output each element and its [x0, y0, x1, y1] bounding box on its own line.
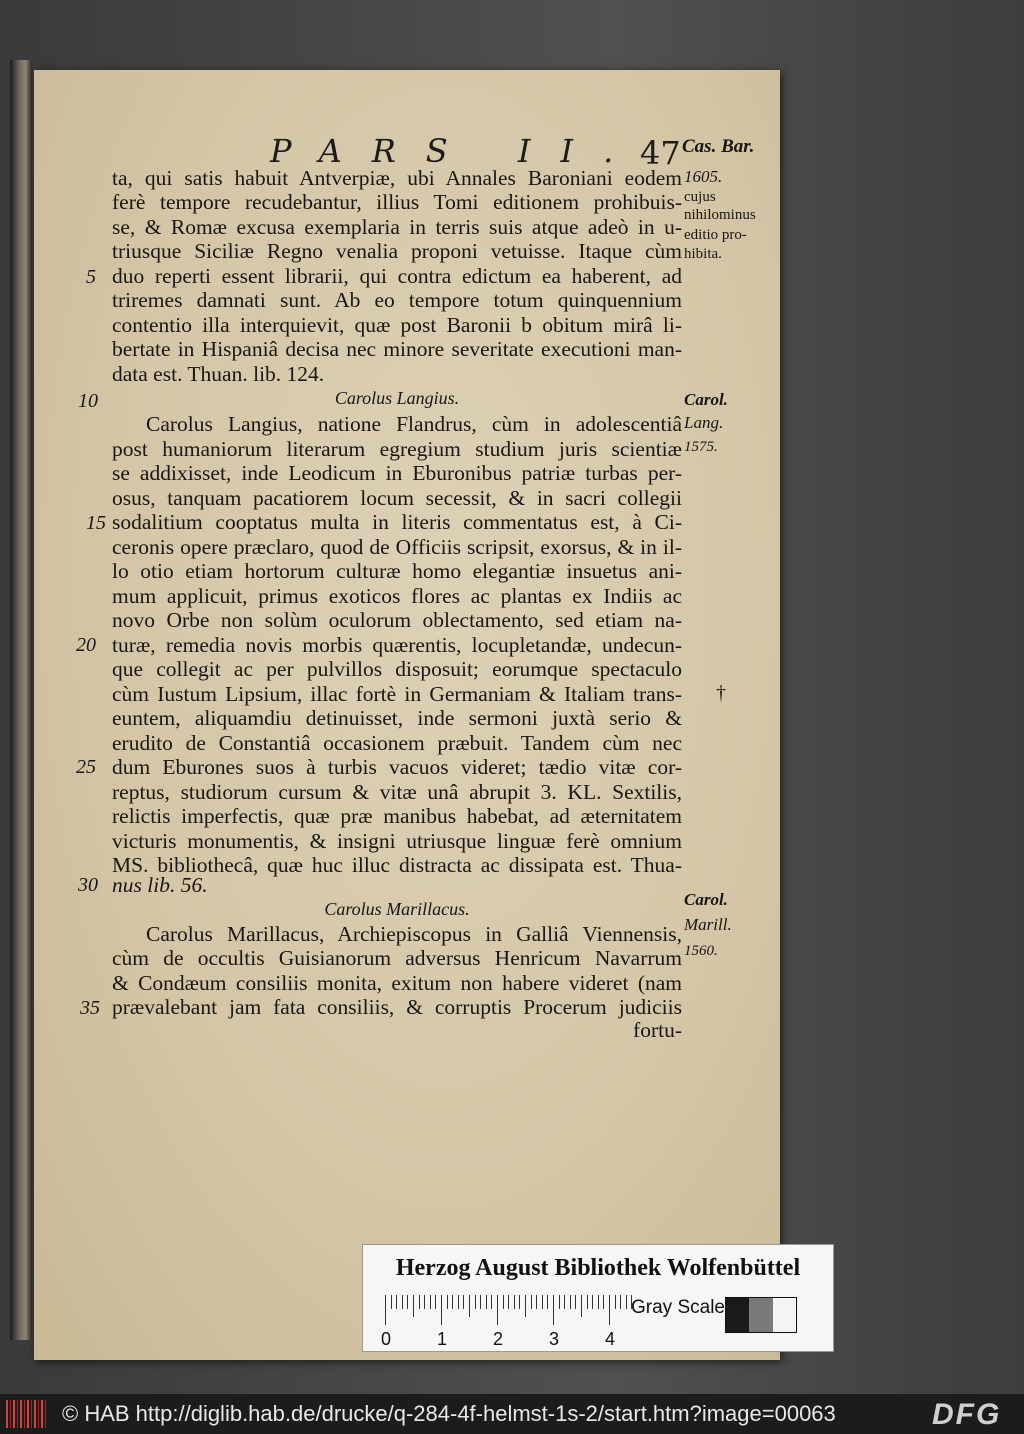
text-line: osus, tanquam pacatiorem locum secessit, & in sacri collegii: [112, 486, 682, 510]
ruler-tick: [480, 1295, 481, 1309]
margin-note: Lang.: [684, 413, 724, 432]
text-line: ta, qui satis habuit Antverpiæ, ubi Annales Baroniani eodem: [112, 166, 682, 190]
ruler-tick: [525, 1295, 526, 1317]
text-line: contentio illa interquievit, quæ post Baronii b obitum mirâ li-: [112, 313, 682, 337]
footer-bar: [0, 1394, 1024, 1434]
text-line: ferè tempore recudebantur, illius Tomi editionem prohibuis-: [112, 190, 682, 214]
ruler-tick: [486, 1295, 487, 1309]
text-line: triremes damnati sunt. Ab eo tempore totum quinquennium: [112, 288, 682, 312]
ruler-tick: [559, 1295, 560, 1309]
ruler-tick: [497, 1295, 498, 1325]
ruler-tick: [441, 1295, 442, 1325]
dagger-mark: †: [716, 682, 726, 704]
ruler-tick: [430, 1295, 431, 1309]
line-number: 30: [78, 874, 98, 896]
ruler-tick: [598, 1295, 599, 1309]
text-line: se, & Romæ excusa exemplaria in terris suis atque adeò in u-: [112, 215, 682, 239]
margin-note: Marill.: [684, 915, 732, 934]
ruler-tick: [564, 1295, 565, 1309]
ruler-tick: [391, 1295, 392, 1309]
ruler-tick: [609, 1295, 610, 1325]
gray-swatch: [749, 1298, 772, 1332]
margin-note: Carol.: [684, 890, 728, 909]
ruler-label: 1: [437, 1329, 448, 1349]
ruler-tick: [592, 1295, 593, 1309]
ruler-tick: [407, 1295, 408, 1309]
ruler-tick: [447, 1295, 448, 1309]
ruler-tick: [536, 1295, 537, 1309]
margin-note: cujus nihilominus: [684, 189, 756, 223]
ruler-tick: [575, 1295, 576, 1309]
ruler-tick: [519, 1295, 520, 1309]
text-line: Carolus Marillacus, Archiepiscopus in Galliâ Viennensis,: [146, 922, 682, 946]
line-number: 5: [86, 266, 96, 288]
margin-note: 1575.: [684, 439, 718, 455]
gray-scale-label: Gray Scale: [631, 1297, 725, 1318]
text-line: nus lib. 56.: [112, 873, 208, 897]
text-line: novo Orbe non solùm oculorum oblectamento, sed etiam na-: [112, 608, 682, 632]
text-line: Carolus Langius, natione Flandrus, cùm in adolescentiâ: [146, 412, 682, 436]
dfg-logo: DFG: [932, 1398, 1002, 1431]
margin-note: Cas. Bar.: [682, 136, 755, 157]
footer-link[interactable]: © HAB http://diglib.hab.de/drucke/q-284-4f-helmst-1s-2/start.htm?image=00063: [62, 1401, 836, 1426]
section-heading: Carolus Marillacus.: [324, 899, 470, 919]
ruler-label: 0: [381, 1329, 392, 1349]
text-line: cùm de occultis Guisianorum adversus Henricum Navarrum: [112, 946, 682, 970]
ruler-tick: [531, 1295, 532, 1309]
line-number: 25: [76, 756, 96, 778]
ruler-label: 2: [493, 1329, 504, 1349]
line-number: 15: [86, 512, 106, 534]
text-line: bertate in Hispaniâ decisa nec minore severitate executioni man-: [112, 337, 682, 361]
ruler-label: 4: [605, 1329, 616, 1349]
gray-swatch: [726, 1298, 749, 1332]
ruler-tick: [626, 1295, 627, 1309]
text-line: ceronis opere præclaro, quod de Officiis scripsit, exorsus, & in il-: [112, 535, 682, 559]
ruler-tick: [469, 1295, 470, 1317]
gray-scale-swatches: [725, 1297, 797, 1333]
text-line: MS. bibliothecâ, quæ huc illuc distracta ac dissipata est. Thua-: [112, 853, 682, 877]
ruler-tick: [458, 1295, 459, 1309]
margin-note: Carol.: [684, 390, 728, 409]
margin-note: 1605.: [684, 167, 723, 186]
ruler-tick: [581, 1295, 582, 1317]
ruler-tick: [503, 1295, 504, 1309]
ruler-tick: [547, 1295, 548, 1309]
page-number: 47: [640, 134, 681, 172]
ruler-tick: [396, 1295, 397, 1309]
ruler-tick: [508, 1295, 509, 1309]
text-line: & Condæum consiliis monita, exitum non habere videret (nam: [112, 971, 682, 995]
catchword: fortu-: [633, 1018, 682, 1042]
line-number: 35: [80, 997, 100, 1019]
line-number: 10: [78, 390, 98, 412]
ruler-tick: [570, 1295, 571, 1309]
line-number: 20: [76, 634, 96, 656]
ruler-tick: [603, 1295, 604, 1309]
ruler-tick: [413, 1295, 414, 1317]
ruler-tick: [542, 1295, 543, 1309]
text-line: euntem, aliquamdiu detinuisset, inde sermoni juxtà serio &: [112, 706, 682, 730]
ruler-tick: [553, 1295, 554, 1325]
ruler-tick: [615, 1295, 616, 1309]
text-line: que collegit ac per pulvillos disposuit; eorumque spectaculo: [112, 657, 682, 681]
text-line: triusque Siciliæ Regno venalia proponi vetuisse. Itaque cùm: [112, 239, 682, 263]
margin-note: editio pro-: [684, 227, 747, 243]
page-edge: [10, 60, 32, 1340]
running-header: PARS II.: [270, 132, 644, 170]
text-line: sodalitium cooptatus multa in literis commentatus est, à Ci-: [112, 510, 682, 534]
text-line: duo reperti essent librarii, qui contra edictum ea haberent, ad: [112, 264, 682, 288]
text-line: reptus, studiorum cursum & vitæ unâ abrupit 3. KL. Sextilis,: [112, 780, 682, 804]
ruler-tick: [385, 1295, 386, 1325]
ruler-tick: [402, 1295, 403, 1309]
ruler-tick: [620, 1295, 621, 1309]
ruler-tick: [463, 1295, 464, 1309]
ruler-tick: [424, 1295, 425, 1309]
text-line: victuris monumentis, & insigni utriusque linguæ ferè omnium: [112, 829, 682, 853]
margin-note: 1560.: [684, 943, 718, 959]
ruler-tick: [435, 1295, 436, 1309]
text-line: cùm Iustum Lipsium, illac fortè in Germaniam & Italiam trans-: [112, 682, 682, 706]
text-line: turæ, remedia novis morbis quærentis, locupletandæ, undecun-: [112, 633, 682, 657]
color-reference-card: [362, 1244, 834, 1352]
ruler-tick: [475, 1295, 476, 1309]
library-title: Herzog August Bibliothek Wolfenbüttel: [395, 1255, 801, 1281]
ruler-tick: [452, 1295, 453, 1309]
text-line: post humaniorum literarum egregium studium juris scientiæ: [112, 437, 682, 461]
text-line: data est. Thuan. lib. 124.: [112, 362, 325, 386]
gray-swatch: [773, 1298, 796, 1332]
margin-note: hibita.: [684, 246, 722, 262]
barcode-icon: [6, 1400, 46, 1428]
ruler-tick: [587, 1295, 588, 1309]
text-line: se addixisset, inde Leodicum in Eburonibus patriæ turbas per-: [112, 461, 682, 485]
ruler-tick: [514, 1295, 515, 1309]
text-line: erudito de Constantiâ occasionem præbuit. Tandem cùm nec: [112, 731, 682, 755]
text-line: dum Eburones suos à turbis vacuos videret; tædio vitæ cor-: [112, 755, 682, 779]
text-line: relictis imperfectis, quæ præ manibus habebat, ad æternitatem: [112, 804, 682, 828]
text-line: prævalebant jam fata consiliis, & corruptis Procerum judiciis: [112, 995, 682, 1019]
ruler-tick: [419, 1295, 420, 1309]
text-line: mum applicuit, primus exoticos flores ac plantas ex Indiis ac: [112, 584, 682, 608]
section-heading: Carolus Langius.: [334, 388, 460, 408]
ruler-label: 3: [549, 1329, 560, 1349]
text-line: lo otio etiam hortorum culturæ homo elegantiæ insuetus ani-: [112, 559, 682, 583]
ruler-tick: [491, 1295, 492, 1309]
